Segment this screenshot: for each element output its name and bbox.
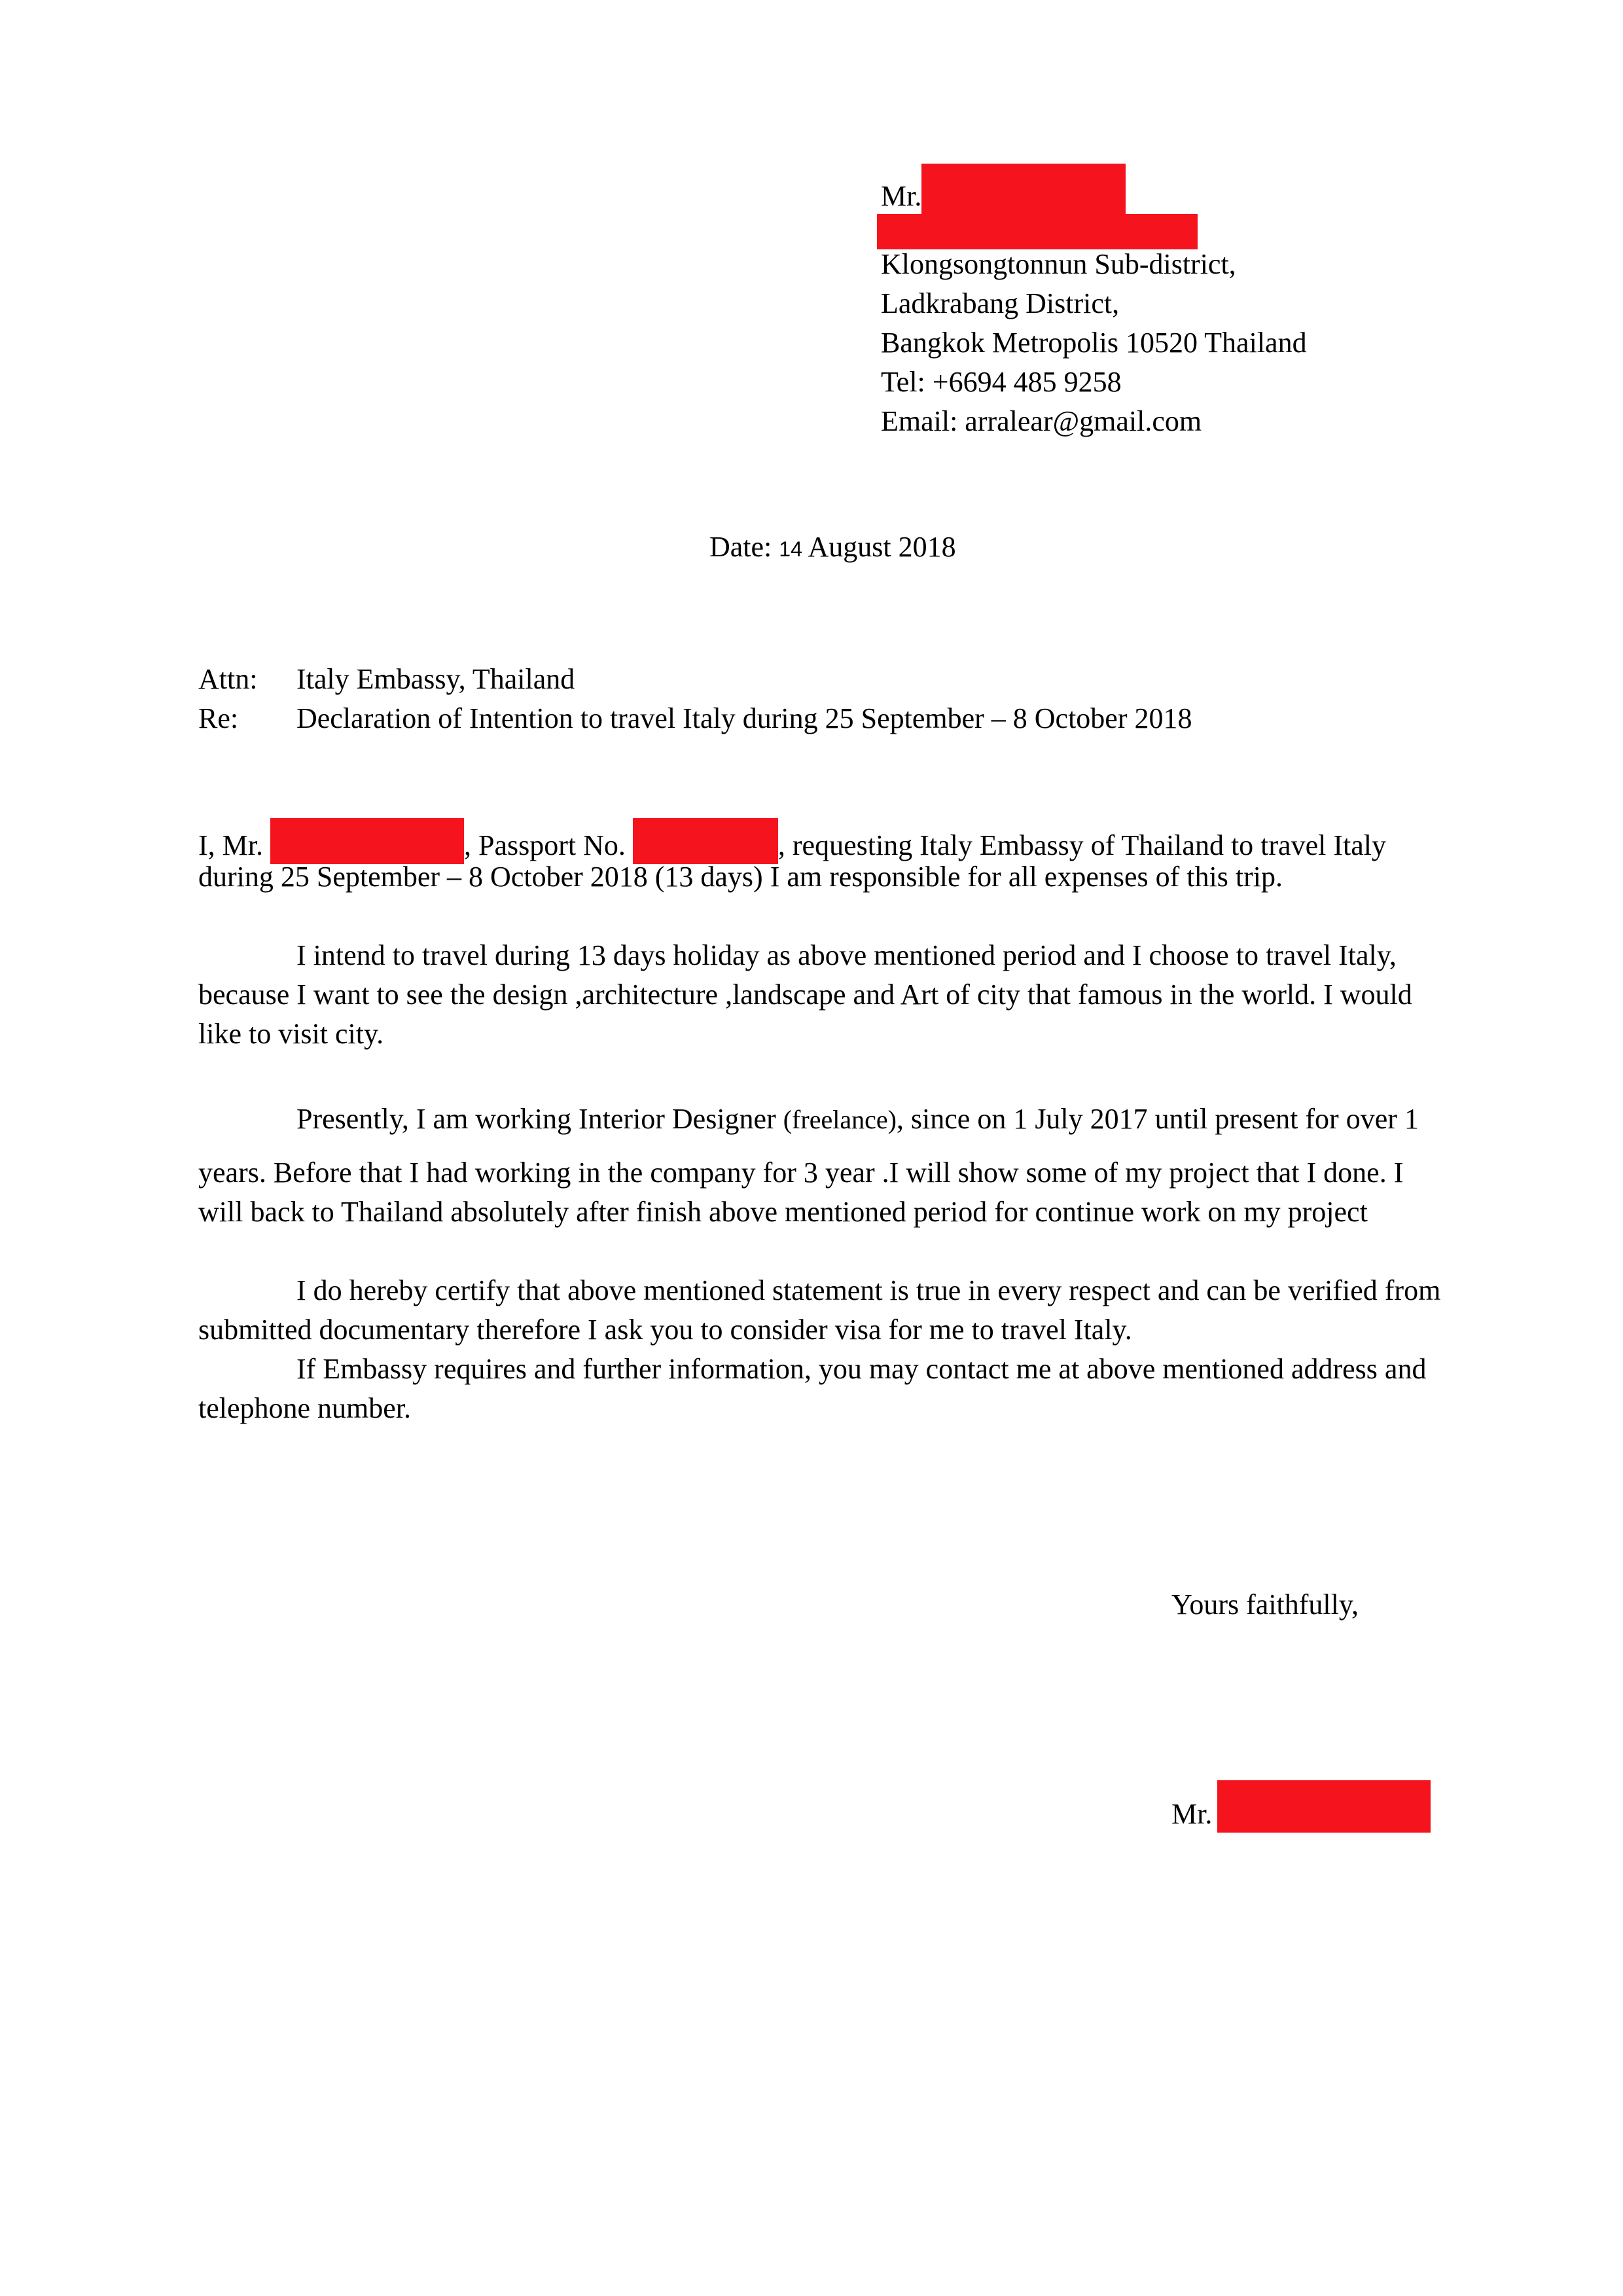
re-label: Re: bbox=[198, 702, 239, 734]
sender-address-line: Bangkok Metropolis 10520 Thailand bbox=[881, 327, 1307, 359]
paragraph-2-line-1 bbox=[198, 936, 1397, 975]
sender-name-redaction bbox=[921, 164, 1126, 215]
sender-address-line: Ladkrabang District, bbox=[881, 287, 1120, 319]
p1-intro: I, Mr. bbox=[198, 829, 263, 861]
paragraph-2-line-2: because I want to see the design ,architecture ,landscape and Art of city that famous in the world. I would bbox=[198, 978, 1412, 1011]
p1-rest: , requesting Italy Embassy of Thailand to travel Italy bbox=[777, 829, 1386, 861]
paragraph-4-line-2: submitted documentary therefore I ask you to consider visa for me to travel Italy. bbox=[198, 1314, 1132, 1346]
attn-line bbox=[198, 660, 575, 699]
re-line bbox=[198, 699, 1192, 738]
p2-text: I intend to travel during 13 days holiday as above mentioned period and I choose to travel Italy, bbox=[296, 939, 1397, 971]
paragraph-2-line-3: like to visit city. bbox=[198, 1018, 384, 1050]
closing-salutation: Yours faithfully, bbox=[1171, 1588, 1359, 1621]
date-day: 14 bbox=[779, 537, 802, 561]
re-value: Declaration of Intention to travel Italy during 25 September – 8 October 2018 bbox=[296, 702, 1192, 734]
sender-phone: Tel: +6694 485 9258 bbox=[881, 366, 1122, 398]
sender-name-line bbox=[881, 164, 1126, 216]
paragraph-4-line-1 bbox=[198, 1271, 1440, 1310]
p3-freelance: (freelance) bbox=[783, 1105, 897, 1134]
signature-line bbox=[1171, 1780, 1431, 1834]
p3-start: Presently, I am working Interior Designer bbox=[296, 1103, 783, 1135]
sender-address-line: Klongsongtonnun Sub-district, bbox=[881, 248, 1236, 280]
date-month-year: August 2018 bbox=[808, 531, 956, 563]
paragraph-1-line-2: during 25 September – 8 October 2018 (13 days) I am responsible for all expenses of this trip. bbox=[198, 861, 1283, 893]
p4-text: I do hereby certify that above mentioned statement is true in every respect and can be verified from bbox=[296, 1274, 1441, 1306]
sender-line-redaction bbox=[877, 214, 1198, 249]
p5-text: If Embassy requires and further information, you may contact me at above mentioned address and bbox=[296, 1353, 1427, 1385]
p3-end: , since on 1 July 2017 until present for over 1 bbox=[896, 1103, 1419, 1135]
paragraph-3-line-3: will back to Thailand absolutely after finish above mentioned period for continue work on my project bbox=[198, 1196, 1368, 1228]
sender-email: Email: arralear@gmail.com bbox=[881, 405, 1202, 437]
paragraph-5-line-2: telephone number. bbox=[198, 1392, 412, 1424]
attn-label: Attn: bbox=[198, 663, 258, 695]
paragraph-3-line-1 bbox=[198, 1100, 1419, 1139]
letter-date bbox=[709, 528, 956, 569]
paragraph-3-line-2: years. Before that I had working in the company for 3 year .I will show some of my project that I done. I bbox=[198, 1157, 1404, 1189]
signature-name-redaction bbox=[1217, 1780, 1431, 1833]
date-label: Date: bbox=[709, 531, 772, 563]
attn-value: Italy Embassy, Thailand bbox=[296, 663, 575, 695]
sender-name-prefix: Mr. bbox=[881, 180, 922, 212]
p1-passport-label: , Passport No. bbox=[464, 829, 626, 861]
signature-prefix: Mr. bbox=[1171, 1798, 1213, 1830]
paragraph-5-line-1 bbox=[198, 1350, 1426, 1389]
